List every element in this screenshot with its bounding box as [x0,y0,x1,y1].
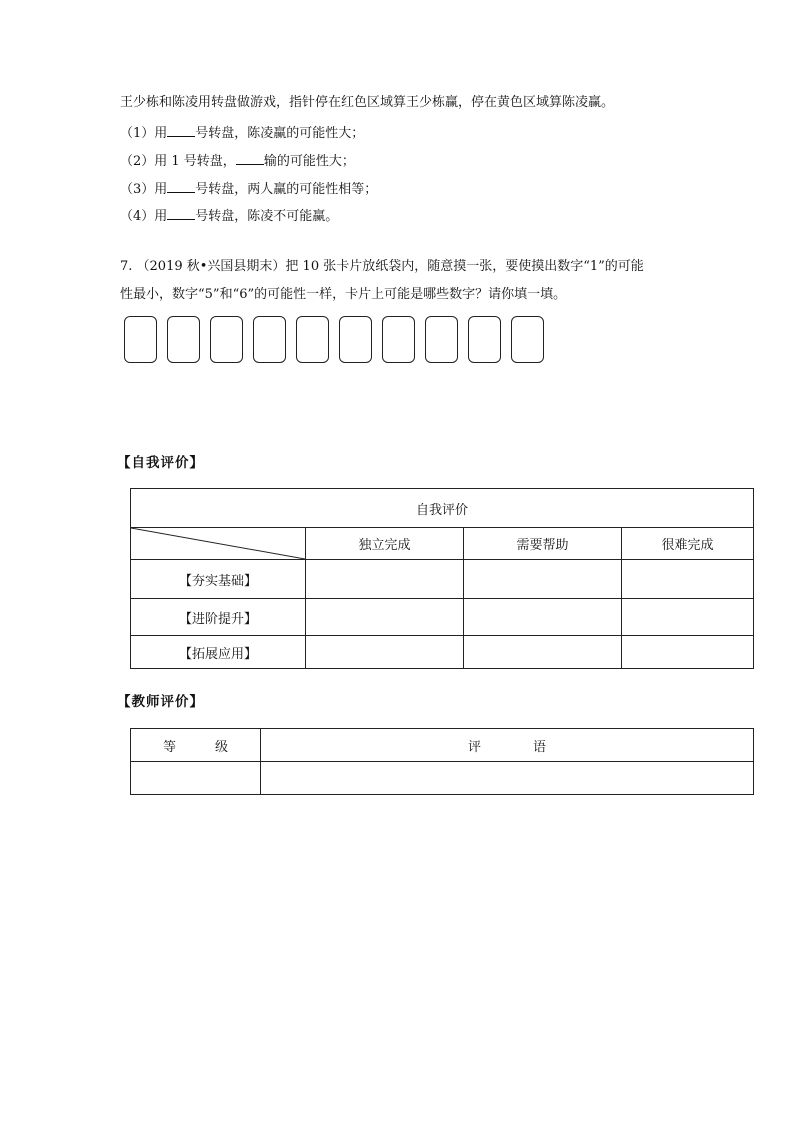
row-header: 【拓展应用】 [131,636,306,669]
q2-suffix: 输的可能性大； [263,154,355,169]
answer-blank-4[interactable] [167,207,195,220]
number-card[interactable] [253,316,286,363]
comment-header: 评 语 [261,729,754,762]
number-card[interactable] [425,316,458,363]
grade-header: 等 级 [131,729,261,762]
problem6-intro: 王少栋和陈凌用转盘做游戏，指针停在红色区域算王少栋赢，停在黄色区域算陈凌赢。 [120,95,615,110]
eval-cell[interactable] [464,636,622,669]
number-card[interactable] [296,316,329,363]
number-card[interactable] [124,316,157,363]
number-card[interactable] [468,316,501,363]
eval-cell[interactable] [306,560,464,599]
row-header: 【进阶提升】 [131,599,306,636]
teacher-eval-heading: 【教师评价】 [117,694,204,710]
number-card[interactable] [339,316,372,363]
number-card[interactable] [210,316,243,363]
eval-cell[interactable] [306,636,464,669]
q2-prefix: （2）用 1 号转盘， [120,154,236,169]
eval-cell[interactable] [464,599,622,636]
self-eval-table [130,488,754,669]
eval-cell[interactable] [306,599,464,636]
problem6-question-4 [120,207,338,226]
column-header: 需要帮助 [464,528,622,560]
self-eval-heading: 【自我评价】 [117,455,204,471]
self-eval-table-title: 自我评价 [131,489,754,528]
q4-prefix: （4）用 [120,209,168,224]
diagonal-line [131,528,305,559]
comment-cell[interactable] [261,762,754,795]
q1-suffix: 号转盘，陈凌赢的可能性大； [195,126,365,141]
eval-cell[interactable] [622,636,754,669]
grade-cell[interactable] [131,762,261,795]
q3-prefix: （3）用 [120,182,168,197]
problem6-question-2 [120,152,355,171]
row-header: 【夯实基础】 [131,560,306,599]
q4-suffix: 号转盘，陈凌不可能赢。 [195,209,339,224]
q3-suffix: 号转盘，两人赢的可能性相等； [195,182,378,197]
eval-cell[interactable] [622,560,754,599]
eval-cell[interactable] [464,560,622,599]
answer-blank-2[interactable] [236,152,264,165]
problem7-line-2: 性最小，数字“5”和“6”的可能性一样，卡片上可能是哪些数字？请你填一填。 [120,287,567,302]
problem6-question-3 [120,180,377,199]
number-card[interactable] [382,316,415,363]
number-card[interactable] [167,316,200,363]
teacher-eval-table [130,728,754,795]
eval-cell[interactable] [622,599,754,636]
q1-prefix: （1）用 [120,126,168,141]
column-header: 独立完成 [306,528,464,560]
problem7-line-1: 7. （2019 秋•兴国县期末）把 10 张卡片放纸袋内，随意摸一张，要使摸出数字“1”的可能 [120,259,644,274]
answer-blank-1[interactable] [167,124,195,137]
answer-blank-3[interactable] [167,180,195,193]
card-row [124,316,544,363]
diagonal-header-cell [131,528,306,560]
problem6-question-1 [120,124,364,143]
number-card[interactable] [511,316,544,363]
column-header: 很难完成 [622,528,754,560]
